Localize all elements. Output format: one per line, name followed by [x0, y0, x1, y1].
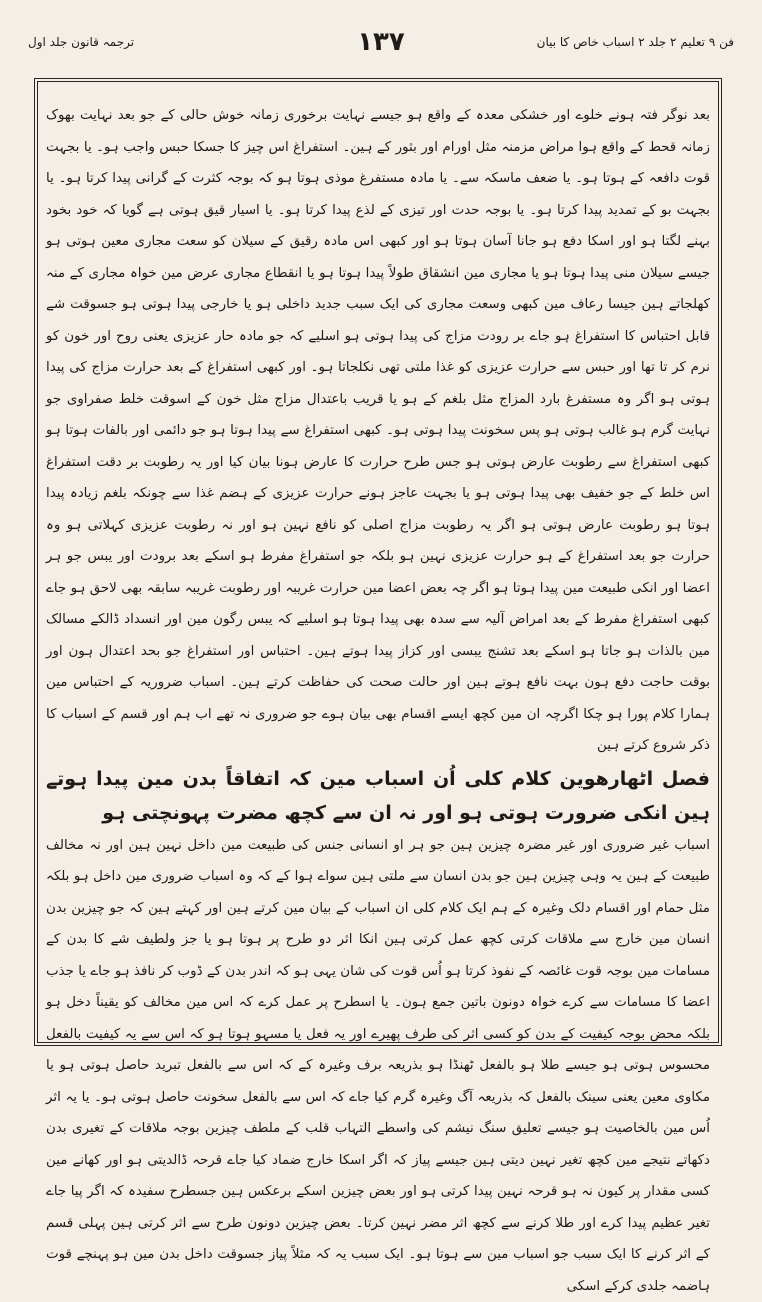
page-text-frame — [34, 78, 722, 1046]
page-number: ۱۳۷ — [357, 27, 405, 57]
section-heading: فصل اٹھارھوین کلام کلی اُن اسباب مین کہ اتفاقاً بدن مین پیدا ہوتے ہین انکی ضرورت ہوتی ہو اور نہ ان سے کچھ مضرت پہونچتی ہو — [46, 762, 710, 830]
running-title-left: ترجمہ قانون جلد اول — [28, 35, 288, 49]
paragraph-1: بعد نوگر فتہ ہونے خلوے اور خشکی معدہ کے واقع ہو جیسے نہایت برخوری زمانہ خوش حالی کے جو بعد نہایت بھوک زمانہ قحط کے واقع ہوا مراض مزمنہ مثل اورام اور بثور کے ہین۔ استفراغ اس چیز کا جسکا حبس واجب ہو۔ یا بجہت قوت دافعہ کے ہوتا ہو۔ یا ضعف ماسکہ سے۔ یا مادہ مستفرغ موذی ہوتا ہو کہ بوجہ کثرت کے گرانی پیدا کرتا ہو۔ یا بجہت بو کے تمدید پیدا کرتا ہو۔ یا بوجہ حدت اور تیزی کے لذع پیدا کرتا ہو۔ یا اسیار قیق ہوتی ہے گویا کہ خود بخود بہنے لگتا ہو اور اسکا دفع ہو جانا آسان ہوتا ہو اور کبھی اس مادہ رقیق کے سیلان کو سعت مجاری معین ہوتی ہو جیسے سیلان منی پیدا ہوتا ہو یا مجاری مین انشقاق طولاً پیدا ہوتا ہو یا انقطاع مجاری عرض مین خواہ مجاری کے منہ کھلجاتے ہین جیسا رعاف مین کبھی وسعت مجاری کی ایک سبب جدید داخلی ہو یا خارجی پیدا ہوتی ہو جسوقت شے قابل احتباس کا استفراغ ہو جاے بر رودت مزاج کی پیدا ہوتی ہو اسلیے کہ جو مادہ حار عزیزی یعنی روح اور خون کو نرم کر تا تھا اور حبس سے حرارت عزیزی کو غذا ملتی تھی نکلجاتا ہو۔ اور کبھی استفراغ کے بعد حرارت مزاج کی پیدا ہوتی ہو اگر وہ مستفرغ بارد المزاج مثل بلغم کے ہو یا قریب باعتدال مزاج مثل خون کے اسوقت خلط صفراوی جو نہایت گرم ہو غالب ہوتی ہو پس سخونت پیدا ہوتی ہو۔ کبھی استفراغ سے پیدا ہوتا ہو جو دائمی اور بالفات ہوتا ہو کبھی استفراغ سے رطوبت عارض ہوتی ہو جس طرح حرارت کا عارض ہونا بیان کیا اور یہ رطوبت بر دقت استفراغ اس خلط کے جو خفیف بھی پیدا ہوتی ہو یا بجہت عاجز ہونے حرارت عزیزی کے ہضم غذا سے چونکہ بلغم زیادہ پیدا ہوتا ہو رطوبت عارض ہوتی ہو اگر یہ رطوبت مزاج اصلی کو نافع نہین ہو اور نہ رطوبت عزیزی کہلاتی ہو وہ حرارت جو بعد استفراغ کے ہو حرارت عزیزی نہین ہو بلکہ جو استفراغ مفرط ہو اسکے بعد برودت اور یبس جو ہر اعضا اور انکی طبیعت مین پیدا ہوتا ہو اگر چہ بعض اعضا مین حرارت غریبہ اور رطوبت غریبہ سابقہ بھی لاحق ہو جاے کبھی استفراغ مفرط کے بعد امراض آلیہ سے سدہ بھی پیدا ہوتا ہو اسلیے کہ یبس رگون مین اور انسداد ڈالکے مسالک مین بالذات ہو جاتا ہو اسکے بعد تشنج یبسی اور کزاز پیدا ہوتے ہین۔ احتباس اور استفراغ جو بحد اعتدال ہون اور بوقت حاجت دفع ہون بہت نافع ہوتے ہین اور حالت صحت کی حفاظت کرتے ہین۔ اسباب ضروریہ کے احتباس مین ہمارا کلام پورا ہو چکا اگرچہ ان مین کچھ ایسے اقسام بھی بیان ہوے جو ضروری نہ تھے اب ہم اور قسم کے اسباب کا ذکر شروع کرتے ہین — [46, 100, 710, 762]
page-header — [28, 22, 734, 62]
paragraph-2: اسباب غیر ضروری اور غیر مضرہ چیزین ہین جو ہر او انسانی جنس کی طبیعت مین داخل نہین ہین اور نہ مخالف طبیعت کے ہین یہ وہی چیزین ہین جو بدن انسان سے ملتی ہین سواے ہوا کے کہ وہ اسباب ضروری مین داخل ہو بلکہ مثل حمام اور اقسام دلک وغیرہ کے ہم ایک کلام کلی ان اسباب کے بیان مین کرتے ہین اور کہتے ہین کہ جو چیزین بدن انسان مین خارج سے ملاقات کرتی کچھ عمل کرتی ہین انکا اثر دو طرح پر ہوتا ہو یا جز ولطیف شے کا بدن کے مسامات مین بوجہ قوت غائصہ کے نفوذ کرتا ہو اُس قوت کی شان یہی ہو کہ اندر بدن کے ڈوب کر نافذ ہو جاے یا جذب اعضا کا مسامات سے کرے خواہ دونون باتین جمع ہون۔ یا اسطرح پر عمل کرے کہ اس مین مخالف کو یقیناً دخل ہو بلکہ محض بوجہ کیفیت کے بدن کو کسی اثر کی طرف پھیرے اور یہ فعل یا مسہو ہوتا ہو کہ اس سے یہ کیفیت بالفعل محسوس ہوتی ہو جیسے طلا ہو بالفعل ٹھنڈا ہو بذریعہ برف وغیرہ کے کہ اس سے بالفعل تبرید حاصل ہوتی ہو یا مکاوی معین یعنی سینک بالفعل کہ بذریعہ آگ وغیرہ گرم کیا جاے کہ اس سے بالفعل سخونت حاصل ہوتی ہو۔ یا یہ اثر اُس مین بالخاصیت ہو جیسے تعلیق سنگ نیشم کی واسطے التہاب قلب کے ملطف چیزین بوجہ ملاقات کے تغیری بدن دکھاتے نتیجے مین کچھ تغیر نہین دیتی ہین جیسے پیاز کہ اگر اسکا خارج ضماد کیا جاے قرحہ ڈالدیتی ہو اور کھانے مین کسی مقدار پر کیون نہ ہو قرحہ نہین پیدا کرتی ہو اور بعض چیزین اسکے برعکس ہین جسطرح سفیدہ کہ اگر پیا جاے تغیر عظیم پیدا کرے اور طلا کرنے سے کچھ اثر مضر نہین کرتا۔ بعض چیزین دونون طرح سے اثر کرتی ہین پہلی قسم کے اثر کرنے کا ایک سبب جو اسباب مین سے ہوتا ہو۔ ایک سبب یہ کہ مثلاً پیاز جسوقت داخل بدن مین ہو پہنچے قوت ہاضمہ جلدی کرکے اسکی — [46, 830, 710, 1302]
running-title-right: فن ۹ تعلیم ۲ جلد ۲ اسباب خاص کا بیان — [474, 35, 734, 49]
page-body — [46, 100, 710, 1302]
